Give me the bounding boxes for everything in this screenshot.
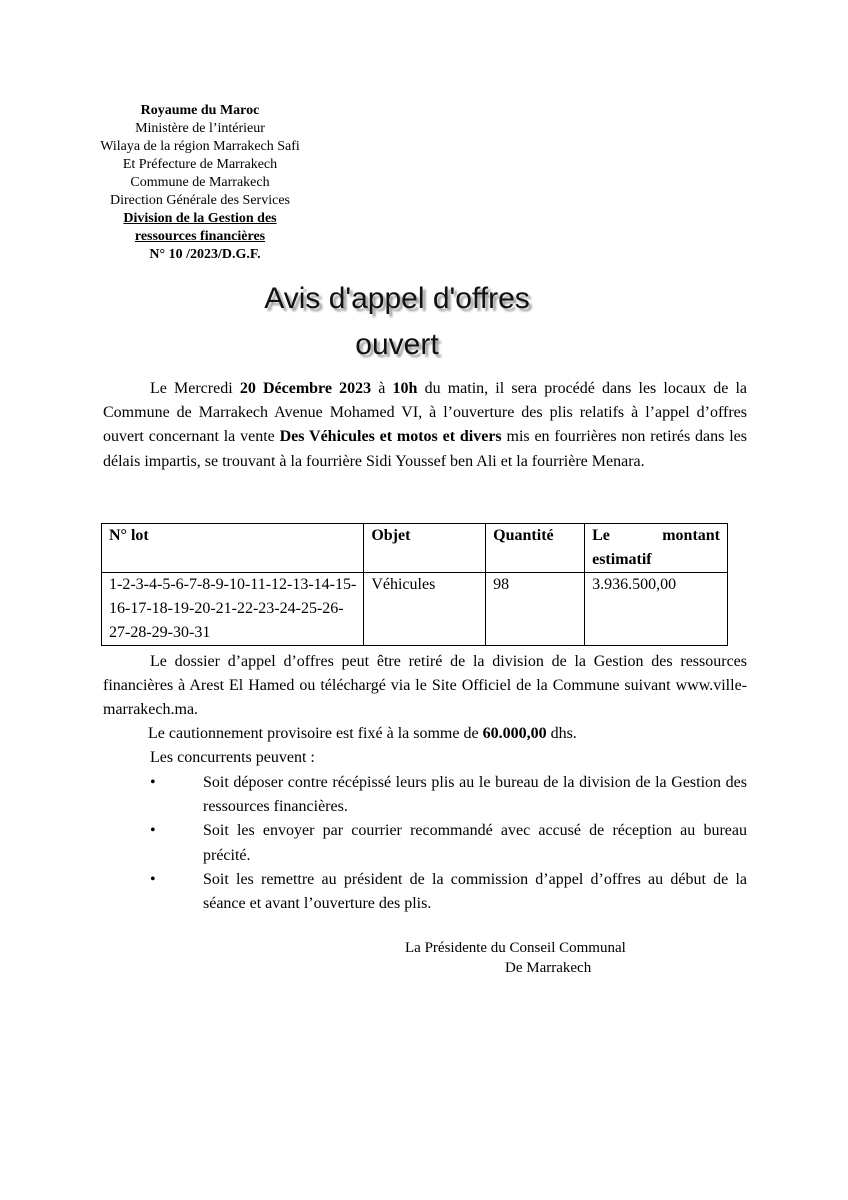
list-item: [150, 868, 747, 916]
cell-montant: 3.936.500,00: [585, 573, 728, 646]
table-header-row: [102, 524, 728, 573]
concurrents-intro: Les concurrents peuvent :: [150, 749, 315, 766]
cell-quantite: 98: [486, 573, 585, 646]
header-montant-line-2: estimatif: [592, 551, 652, 568]
direction-name: Direction Générale des Services: [110, 193, 290, 208]
caution-unit: dhs.: [546, 725, 577, 742]
caution-text: Le cautionnement provisoire est fixé à la somme de: [148, 725, 483, 742]
sale-object: Des Véhicules et motos et divers: [279, 428, 502, 446]
header-montant: [585, 524, 728, 573]
header-objet: Objet: [364, 524, 486, 573]
caution-amount: 60.000,00: [482, 725, 547, 742]
wilaya-name: Wilaya de la région Marrakech Safi: [100, 139, 300, 154]
reference-number: N° 10 /2023/D.G.F.: [149, 247, 261, 262]
list-item: [150, 819, 747, 867]
kingdom-name: Royaume du Maroc: [140, 103, 260, 118]
division-line-2: ressources financières: [134, 229, 266, 244]
list-item-text: Soit déposer contre récépissé leurs plis au le bureau de la division de la Gestion des ressources financières.: [203, 774, 747, 816]
list-item-text: Soit les remettre au président de la commission d’appel d’offres au début de la séance et avant l’ouverture des plis.: [203, 870, 747, 913]
ministry-name: Ministère de l’intérieur: [135, 121, 265, 136]
dossier-paragraph: Le dossier d’appel d’offres peut être retiré de la division de la Gestion des ressources financières à Arest El Hamed ou téléchargé via le Site Officiel de la Commune suivant www.ville-marrakech.ma.: [103, 653, 747, 719]
bullet-list: [150, 771, 747, 916]
cell-lot-numbers: 1-2-3-4-5-6-7-8-9-10-11-12-13-14-15-16-17-18-19-20-21-22-23-24-25-26-27-28-29-30-31: [102, 573, 364, 646]
signature-line-2: De Marrakech: [505, 960, 592, 976]
list-item-text: Soit les envoyer par courrier recommandé avec accusé de réception au bureau précité.: [203, 822, 747, 864]
prefecture-name: Et Préfecture de Marrakech: [122, 157, 278, 172]
header-montant-line-1: Le montant: [592, 527, 720, 544]
caution-line: [148, 722, 577, 746]
header-lot: N° lot: [102, 524, 364, 573]
intro-text-2: à: [371, 380, 393, 397]
letterhead: [80, 102, 320, 264]
opening-time: 10h: [392, 380, 418, 397]
intro-text-1: Le Mercredi: [150, 380, 240, 397]
bullet-icon: •: [150, 870, 156, 888]
page-title-line-2: ouvert: [355, 328, 439, 361]
intro-text-4: mis en fourrières non retirés dans les délais impartis, se trouvant à la fourrière Sidi Youssef ben Ali et la fourrière Menara.: [103, 428, 747, 470]
header-quantite: Quantité: [486, 524, 585, 573]
division-line-1: Division de la Gestion des: [123, 211, 277, 226]
intro-paragraph: [103, 377, 747, 474]
bullet-icon: •: [150, 774, 156, 791]
bullet-icon: •: [150, 822, 156, 840]
page-title: Avis d'appel d'offres: [264, 282, 530, 315]
cell-objet: Véhicules: [364, 573, 486, 646]
lots-table: [101, 523, 728, 646]
division-name-cont: [80, 228, 320, 246]
signature-line-1: La Présidente du Conseil Communal: [405, 940, 626, 956]
list-item: [150, 771, 747, 819]
commune-name: Commune de Marrakech: [130, 175, 270, 190]
opening-date: 20 Décembre 2023: [239, 380, 372, 397]
intro-text-3: du matin, il sera procédé dans les locaux de la Commune de Marrakech Avenue Mohamed VI, à l’ouverture des plis relatifs à l’appel d’offres ouvert concernant la vente: [103, 380, 748, 446]
table-row: [102, 573, 728, 646]
division-name: [80, 210, 320, 228]
